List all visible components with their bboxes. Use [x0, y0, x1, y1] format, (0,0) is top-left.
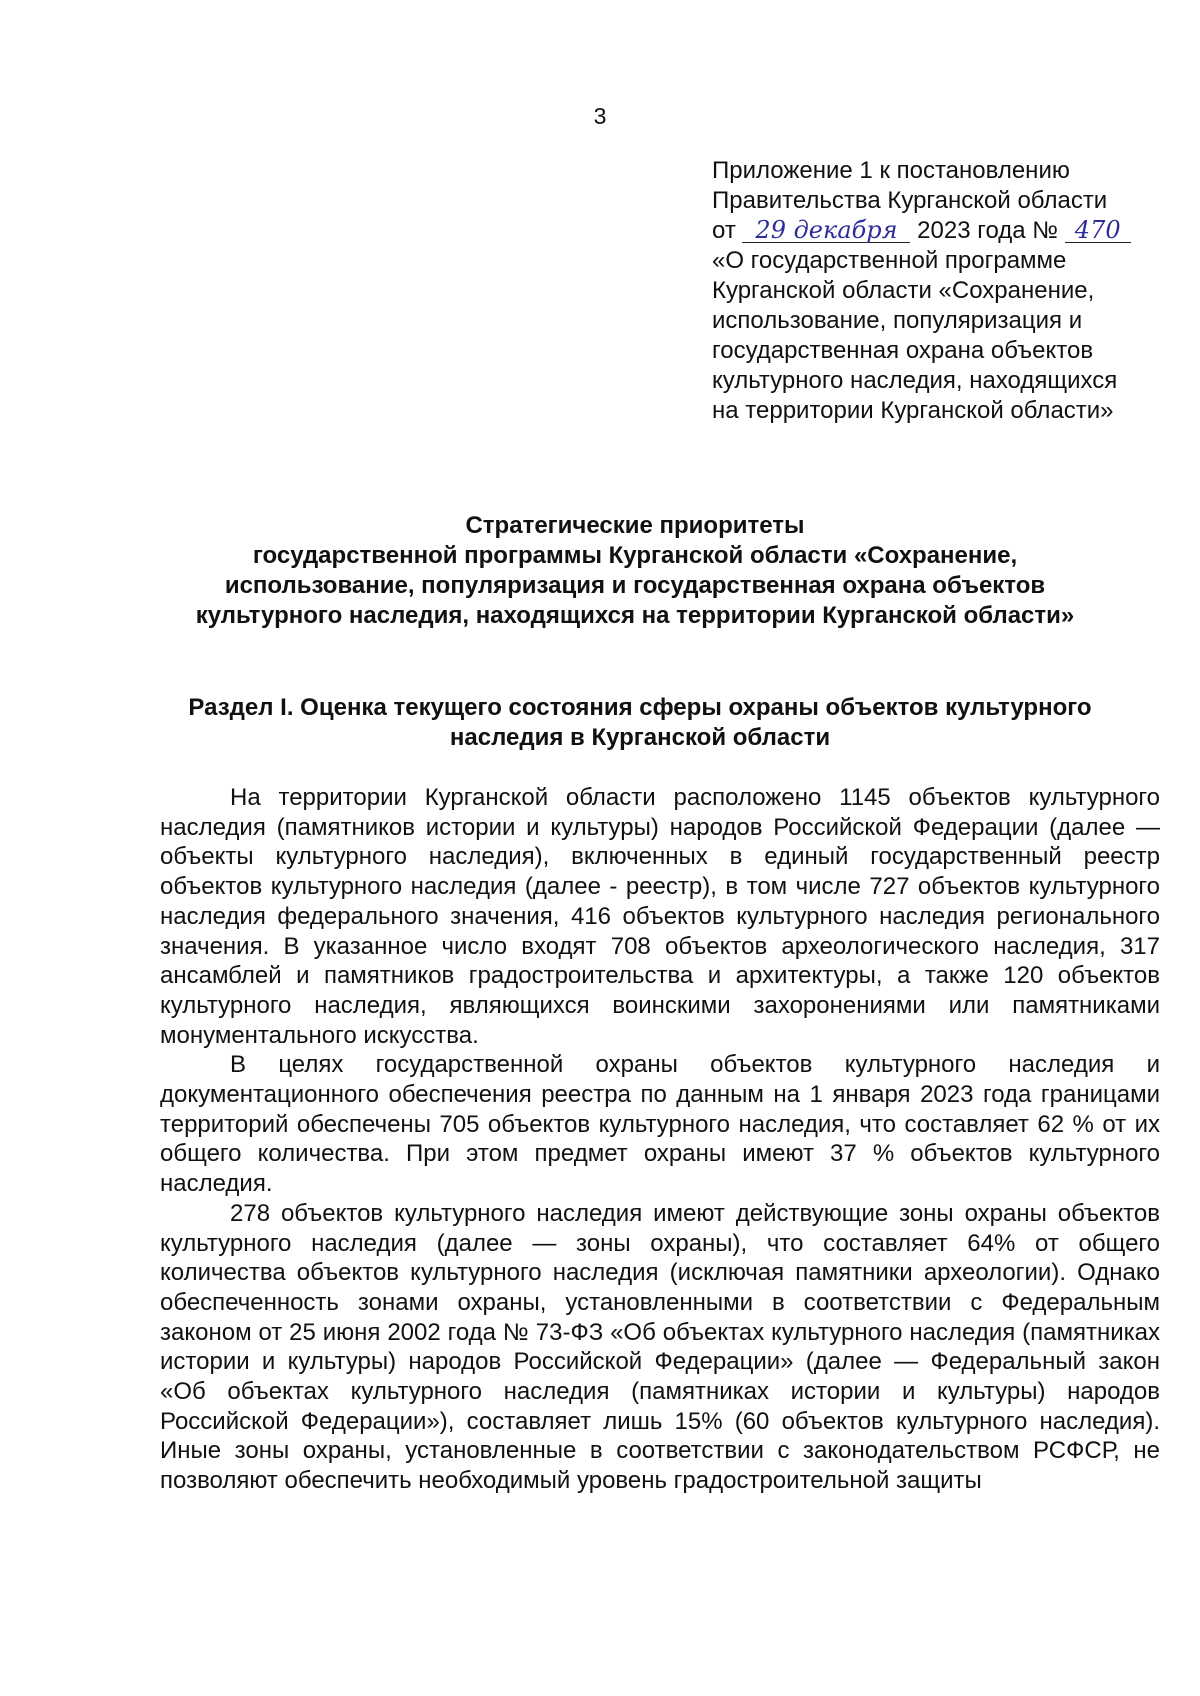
appendix-line: культурного наследия, находящихся: [712, 367, 1118, 394]
appendix-line: использование, популяризация и: [712, 307, 1083, 334]
section-heading: [140, 693, 1140, 753]
document-title: [140, 511, 1130, 631]
page-number: 3: [593, 103, 607, 129]
title-line: Стратегические приоритеты: [465, 512, 805, 539]
year-and-number-label: 2023 года №: [917, 217, 1059, 244]
section-heading-line: Раздел I. Оценка текущего состояния сферы охраны объектов культурного: [188, 694, 1092, 721]
paragraph: В целях государственной охраны объектов культурного наследия и документационного обеспечения реестра по данным на 1 января 2023 года границами территорий обеспечены 705 объектов культурного наследия, что составляет 62 % от их общего количества. При этом предмет охраны имеют 37 % объектов культурного наследия.: [160, 1051, 1160, 1198]
appendix-line: государственная охрана объектов: [712, 337, 1094, 364]
section-heading-line: наследия в Курганской области: [449, 724, 831, 751]
appendix-line: Правительства Курганской области: [712, 187, 1108, 214]
paragraph: 278 объектов культурного наследия имеют действующие зоны охраны объектов культурного наследия (далее — зоны охраны), что составляет 64% от общего количества объектов культурного наследия (исключая памятники археологии). Однако обеспеченность зонами охраны, установленными в соответствии с Федеральным законом от 25 июня 2002 года № 73-ФЗ «Об объектах культурного наследия (памятниках истории и культуры) народов Российской Федерации» (далее — Федеральный закон «Об объектах культурного наследия (памятниках истории и культуры) народов Российской Федерации»), составляет лишь 15% (60 объектов культурного наследия). Иные зоны охраны, установленные в соответствии с законодательством РСФСР, не позволяют обеспечить необходимый уровень градостроительной защиты: [160, 1199, 1160, 1495]
handwritten-number: 470: [1065, 218, 1131, 243]
title-line: культурного наследия, находящихся на территории Курганской области»: [195, 602, 1075, 629]
date-prefix: от: [712, 217, 736, 244]
appendix-line: Курганской области «Сохранение,: [712, 277, 1095, 304]
paragraph: На территории Курганской области расположено 1145 объектов культурного наследия (памятников истории и культуры) народов Российской Федерации (далее — объекты культурного наследия), включенных в единый государственный реестр объектов культурного наследия (далее - реестр), в том числе 727 объектов культурного наследия федерального значения, 416 объектов культурного наследия регионального значения. В указанное число входят 708 объектов археологического наследия, 317 ансамблей и памятников градостроительства и архитектуры, а также 120 объектов культурного наследия, являющихся воинскими захоронениями или памятниками монументального искусства.: [160, 784, 1160, 1049]
appendix-line: «О государственной программе: [712, 247, 1067, 274]
appendix-line: Приложение 1 к постановлению: [712, 157, 1070, 184]
title-line: использование, популяризация и государственная охрана объектов: [224, 572, 1046, 599]
appendix-line: на территории Курганской области»: [712, 397, 1114, 424]
appendix-block: [712, 156, 1182, 426]
title-line: государственной программы Курганской области «Сохранение,: [252, 542, 1018, 569]
body-text: [160, 783, 1160, 1496]
handwritten-date: 29 декабря: [742, 218, 910, 243]
appendix-date-line: [712, 216, 1182, 246]
